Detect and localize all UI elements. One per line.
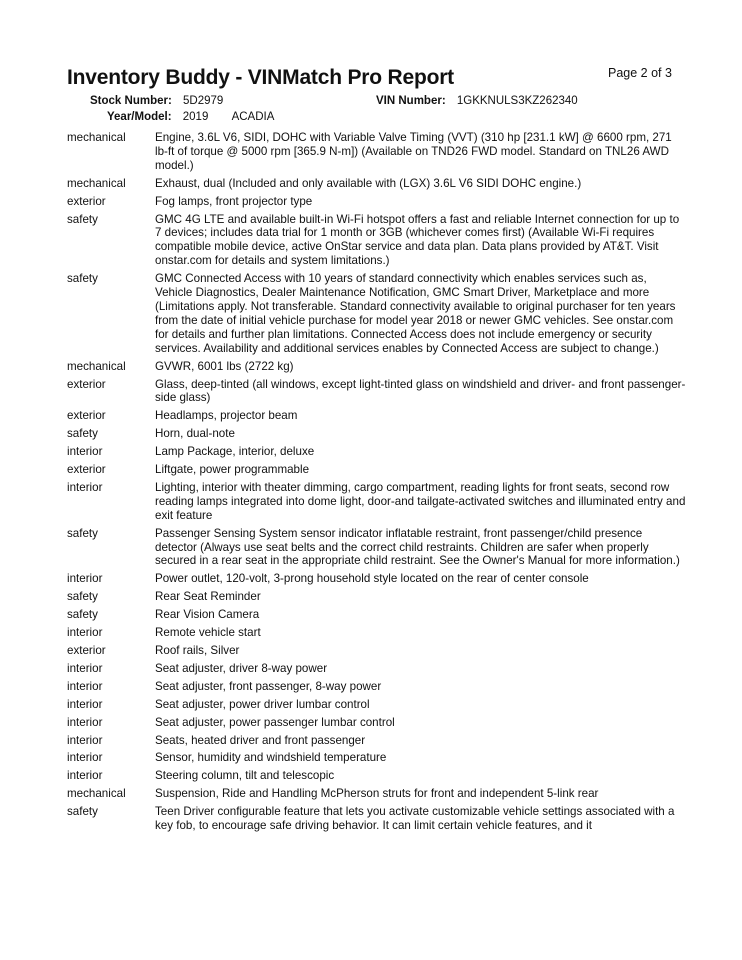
equipment-description: Seat adjuster, front passenger, 8-way power xyxy=(155,679,382,693)
equipment-description: Sensor, humidity and windshield temperature xyxy=(155,751,387,765)
equipment-description: Suspension, Ride and Handling McPherson struts for front and independent 5-link rear xyxy=(155,787,599,801)
equipment-row xyxy=(67,805,687,833)
equipment-description: Lighting, interior with theater dimming, cargo compartment, reading lights for front seats, second row reading lamps integrated into dome light, door-and tailgate-activated switches and illuminated entry and exit feature xyxy=(155,480,686,522)
equipment-category: interior xyxy=(67,733,103,747)
equipment-row xyxy=(67,698,687,712)
equipment-description: Lamp Package, interior, deluxe xyxy=(155,445,315,459)
equipment-row xyxy=(67,463,687,477)
equipment-description: Teen Driver configurable feature that lets you activate customizable vehicle settings associated with a key fob, to encourage safe driving behavior. It can limit certain vehicle features, and it xyxy=(155,805,675,833)
equipment-description: Passenger Sensing System sensor indicator inflatable restraint, front passenger/child presence detector (Always use seat belts and the correct child restraints. Children are safer when properly secured in a rear seat in the appropriate child restraint. See the Owner's Manual for more information.) xyxy=(155,526,680,568)
equipment-description: Seat adjuster, driver 8-way power xyxy=(155,661,328,675)
equipment-description: Seats, heated driver and front passenger xyxy=(155,733,366,747)
equipment-row xyxy=(67,177,687,191)
equipment-category: interior xyxy=(67,572,103,586)
equipment-row xyxy=(67,378,687,406)
equipment-description: Remote vehicle start xyxy=(155,626,261,640)
equipment-category: interior xyxy=(67,445,103,459)
equipment-category: mechanical xyxy=(67,359,126,373)
equipment-category: safety xyxy=(67,212,98,226)
equipment-category: safety xyxy=(67,427,98,441)
equipment-category: mechanical xyxy=(67,131,126,144)
equipment-row xyxy=(67,662,687,676)
equipment-category: interior xyxy=(67,661,103,675)
equipment-description: Liftgate, power programmable xyxy=(155,463,310,477)
equipment-row xyxy=(67,751,687,765)
equipment-category: interior xyxy=(67,715,103,729)
stock-number-label: Stock Number: xyxy=(90,95,172,107)
equipment-description: Roof rails, Silver xyxy=(155,644,240,657)
year-value: 2019 xyxy=(182,111,209,123)
equipment-row xyxy=(67,213,687,269)
equipment-row xyxy=(67,131,687,173)
equipment-row xyxy=(67,716,687,730)
equipment-description: Rear Vision Camera xyxy=(155,608,260,622)
equipment-row xyxy=(67,644,687,658)
equipment-category: exterior xyxy=(67,644,106,657)
equipment-row xyxy=(67,409,687,423)
page-number: Page 2 of 3 xyxy=(608,66,672,80)
equipment-row xyxy=(67,427,687,441)
equipment-category: interior xyxy=(67,751,103,765)
equipment-description: Steering column, tilt and telescopic xyxy=(155,769,335,783)
model-value: ACADIA xyxy=(231,111,275,123)
equipment-row xyxy=(67,787,687,801)
year-model-label: Year/Model: xyxy=(107,111,172,123)
equipment-description: Rear Seat Reminder xyxy=(155,590,261,604)
equipment-row xyxy=(67,481,687,523)
equipment-row xyxy=(67,626,687,640)
equipment-row xyxy=(67,769,687,783)
equipment-row xyxy=(67,527,687,569)
equipment-description: GVWR, 6001 lbs (2722 kg) xyxy=(155,359,294,373)
equipment-category: exterior xyxy=(67,463,106,477)
equipment-category: interior xyxy=(67,769,103,783)
equipment-category: interior xyxy=(67,697,103,711)
equipment-description: GMC Connected Access with 10 years of standard connectivity which enables services such as, Vehicle Diagnostics, Dealer Maintenance Notification, GMC Smart Driver, Marketplace and more (Limitations apply. Not transferable. Standard connectivity available to original purchaser for ten years from the date of initial vehicle purchase for model year 2018 or newer GMC vehicles. See onstar.com for details and further plan limitations. Connected Access does not include emergency or security services. Availability and additional services enables by Connected Access are subject to change.) xyxy=(155,272,676,355)
equipment-description: GMC 4G LTE and available built-in Wi-Fi hotspot offers a fast and reliable Internet connection for up to 7 devices; includes data trial for 1 month or 3GB (whichever comes first) (Available Wi-Fi requires compatible mobile device, active OnStar service and data plan. Data plans provided by AT&T. Visit onstar.com for details and system limitations.) xyxy=(155,212,680,268)
equipment-row xyxy=(67,360,687,374)
equipment-category: safety xyxy=(67,805,98,819)
equipment-description: Seat adjuster, power passenger lumbar control xyxy=(155,715,395,729)
equipment-category: mechanical xyxy=(67,787,126,801)
equipment-description: Fog lamps, front projector type xyxy=(155,194,313,208)
equipment-row xyxy=(67,590,687,604)
year-model xyxy=(107,111,274,123)
equipment-list xyxy=(67,131,687,837)
equipment-row xyxy=(67,272,687,355)
equipment-category: interior xyxy=(67,480,103,494)
equipment-description: Headlamps, projector beam xyxy=(155,409,298,423)
equipment-description: Glass, deep-tinted (all windows, except light-tinted glass on windshield and driver- and front passenger-side glass) xyxy=(155,377,686,405)
equipment-description: Engine, 3.6L V6, SIDI, DOHC with Variable Valve Timing (VVT) (310 hp [231.1 kW] @ 6600 rpm, 271 lb-ft of torque @ 5000 rpm [365.9 N-m]) (Available on TND26 FWD model. Standard on TNL26 AWD model.) xyxy=(155,131,672,172)
equipment-category: mechanical xyxy=(67,176,126,190)
stock-number-value: 5D2979 xyxy=(183,95,224,107)
equipment-description: Horn, dual-note xyxy=(155,427,235,441)
equipment-category: exterior xyxy=(67,377,106,391)
equipment-row xyxy=(67,680,687,694)
equipment-description: Exhaust, dual (Included and only available with (LGX) 3.6L V6 SIDI DOHC engine.) xyxy=(155,176,582,190)
equipment-category: interior xyxy=(67,626,103,640)
report-title: Inventory Buddy - VINMatch Pro Report xyxy=(67,66,454,89)
equipment-category: safety xyxy=(67,608,98,622)
equipment-row xyxy=(67,608,687,622)
equipment-category: safety xyxy=(67,526,98,540)
equipment-description: Seat adjuster, power driver lumbar control xyxy=(155,697,370,711)
vin-number-value: 1GKKNULS3KZ262340 xyxy=(456,95,578,107)
vin-number-label: VIN Number: xyxy=(376,95,446,107)
vin-number xyxy=(376,95,578,107)
equipment-category: safety xyxy=(67,590,98,604)
equipment-description: Power outlet, 120-volt, 3-prong household style located on the rear of center console xyxy=(155,572,589,586)
equipment-row xyxy=(67,445,687,459)
equipment-category: interior xyxy=(67,679,103,693)
equipment-row xyxy=(67,572,687,586)
equipment-row xyxy=(67,195,687,209)
equipment-category: safety xyxy=(67,272,98,286)
equipment-category: exterior xyxy=(67,409,106,423)
equipment-category: exterior xyxy=(67,194,106,208)
equipment-row xyxy=(67,734,687,748)
stock-number xyxy=(90,95,223,107)
